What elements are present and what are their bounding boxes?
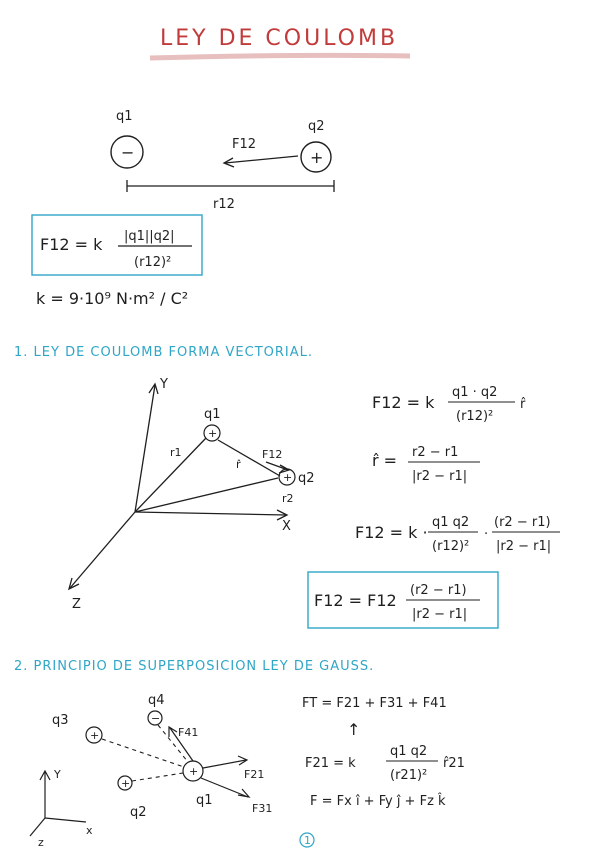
section1-heading: 1. LEY DE COULOMB FORMA VECTORIAL. bbox=[14, 345, 314, 360]
s2-eq2-tail: r̂21 bbox=[443, 756, 465, 771]
s2-q1-sign: + bbox=[189, 765, 199, 778]
s2-f31-label: F31 bbox=[252, 802, 273, 815]
s1-eq4-num: (r2 − r1) bbox=[410, 583, 467, 598]
s1-eq1-den: (r12)² bbox=[456, 409, 494, 424]
s1-q2-label: q2 bbox=[298, 471, 315, 486]
section2-heading: 2. PRINCIPIO DE SUPERPOSICION LEY DE GAUSS. bbox=[14, 659, 375, 674]
page-title: LEY DE COULOMB bbox=[160, 26, 399, 51]
s1-eq3-lhs: F12 = k · bbox=[355, 523, 428, 542]
s1-eq1-num: q1 · q2 bbox=[452, 385, 498, 400]
s1-axis-z-label: Z bbox=[72, 597, 81, 612]
s1-eq2-den: |r2 − r1| bbox=[412, 469, 468, 484]
s1-force-label: F12 bbox=[262, 448, 283, 461]
s1-eq1-tail: r̂ bbox=[520, 397, 526, 412]
s2-uparrow: ↑ bbox=[347, 720, 361, 739]
intro-q2-label: q2 bbox=[308, 119, 325, 134]
s1-eq3-den: (r12)² bbox=[432, 539, 470, 554]
s2-dash-q2 bbox=[132, 773, 183, 781]
s1-q1-label: q1 bbox=[204, 407, 221, 422]
s1-r2-label: r2 bbox=[282, 492, 294, 505]
s2-q4-label: q4 bbox=[148, 693, 165, 708]
s1-rhat-label: r̂ bbox=[236, 458, 241, 471]
s1-eq3-num2: (r2 − r1) bbox=[494, 515, 551, 530]
s1-eq3-mid: · bbox=[484, 527, 489, 542]
intro-formula-lhs: F12 = k bbox=[40, 235, 103, 254]
s1-eq2-lhs: r̂ = bbox=[372, 451, 398, 470]
intro-formula-num: |q1||q2| bbox=[124, 229, 175, 244]
s2-axis-z bbox=[30, 818, 45, 836]
coulomb-constant: k = 9·10⁹ N·m² / C² bbox=[36, 289, 189, 308]
s2-eq1: FT = F21 + F31 + F41 bbox=[302, 696, 447, 711]
intro-distance-label: r12 bbox=[213, 197, 235, 212]
s2-f21-label: F21 bbox=[244, 768, 265, 781]
s1-r1-label: r1 bbox=[170, 446, 182, 459]
page-number: 1 bbox=[304, 834, 311, 847]
s2-eq2-lhs: F21 = k bbox=[305, 756, 356, 771]
s2-axis-z-label: z bbox=[38, 836, 44, 848]
intro-force-arrow bbox=[225, 156, 298, 163]
s2-eq3: F = Fx î + Fy ĵ + Fz k̂ bbox=[310, 794, 446, 809]
intro-q1-label: q1 bbox=[116, 109, 133, 124]
s2-q2-label: q2 bbox=[130, 805, 147, 820]
s2-axis-x-label: x bbox=[86, 824, 93, 837]
s2-q4-sign: − bbox=[151, 712, 161, 725]
s1-eq4-lhs: F12 = F12 bbox=[314, 591, 397, 610]
s1-q1-sign: + bbox=[208, 427, 218, 440]
intro-q1-sign: − bbox=[121, 143, 135, 162]
s2-q3-label: q3 bbox=[52, 713, 69, 728]
s1-eq2-num: r2 − r1 bbox=[412, 445, 459, 460]
intro-formula-den: (r12)² bbox=[134, 255, 172, 270]
s1-eq3-den2: |r2 − r1| bbox=[496, 539, 552, 554]
intro-q2-sign: + bbox=[310, 148, 324, 167]
s1-q2-sign: + bbox=[283, 471, 293, 484]
s2-axis-x bbox=[45, 818, 86, 822]
s2-eq2-den: (r21)² bbox=[390, 768, 428, 783]
s1-axis-z bbox=[70, 512, 135, 588]
s2-dash-q3 bbox=[102, 739, 184, 767]
s2-eq2-num: q1 q2 bbox=[390, 744, 428, 759]
s1-axis-y bbox=[135, 385, 155, 512]
s1-eq4-den: |r2 − r1| bbox=[412, 607, 468, 622]
s2-q3-sign: + bbox=[90, 729, 100, 742]
s2-q1-label: q1 bbox=[196, 793, 213, 808]
s1-axis-y-label: Y bbox=[160, 377, 168, 392]
intro-force-label: F12 bbox=[232, 137, 257, 152]
title-underline bbox=[150, 55, 410, 58]
s1-vector-r2 bbox=[135, 478, 278, 512]
s2-q2-sign: + bbox=[121, 777, 131, 790]
s1-eq1-lhs: F12 = k bbox=[372, 393, 435, 412]
s1-axis-x bbox=[135, 512, 286, 515]
s1-axis-x-label: X bbox=[282, 519, 291, 534]
s2-axis-y-label: Y bbox=[54, 768, 61, 781]
s2-f41-label: F41 bbox=[178, 726, 199, 739]
s1-eq3-num: q1 q2 bbox=[432, 515, 470, 530]
